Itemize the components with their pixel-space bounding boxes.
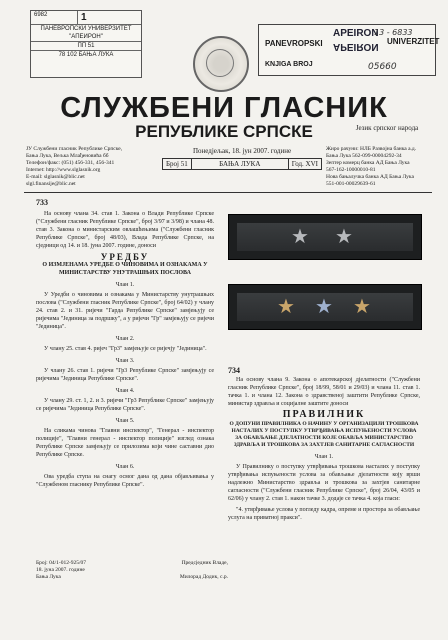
- signature-block: [36, 560, 228, 581]
- article-title: Члан 1.: [314, 454, 334, 460]
- article-text: У члану 29. ст. 1, 2. и 3. ријечи "Гр3 Републике Српске" замјењују се ријечима "Јединица Републике Српске".: [36, 398, 214, 412]
- stamp-number: 1: [81, 12, 87, 23]
- silver-star-icon: ★: [335, 226, 353, 248]
- blue-star-icon: ★: [315, 296, 333, 318]
- publisher-line: Телефон/факс: (051) 456-331, 456-341: [26, 160, 115, 166]
- stamp-univerzitet: UNIVERZITET: [387, 37, 440, 46]
- publisher-line: Бања Лука, Вељка Млађеновића бб: [26, 153, 109, 159]
- article-text: У Уредби о чиновима и ознакама у Министарству унутрашњих послова ("Службени гласник Републике Српске", број 64/02) у члану 24. став 2. и 31. ријечи "Гарда Републике Српске" замјењују се ријечима "Јединица за подршку", а у ријечи "Гр" замјењују се ријечи "Јединица".: [36, 292, 214, 330]
- stamp-line3: ПП 51: [31, 42, 141, 51]
- issue-date: Понедјељак, 18. јун 2007. године: [192, 147, 292, 155]
- document-intro: На основу члана 34. став 1. Закона о Влади Републике Српске ("Службени гласник Републике Српске", број 3/97 и 3/98) и члана 48. став 3. Закона о министарским овлашћењима ("Службени гласник Републике Српске", број 48/03), Влада Републике Српске, на сједници од 14. и 18. јуна 2007. године, доноси: [36, 211, 214, 249]
- stamp-line1: ПАНЕВРОПСКИ УНИВЕРЗИТЕТ: [40, 26, 132, 32]
- stamp-apeiron: APEIRON: [333, 28, 379, 39]
- article-text: У члану 25. став 4. ријеч "Гр3" замјењује се ријечју "Јединица".: [44, 346, 207, 352]
- rank-insignia-three-stars: [228, 284, 422, 330]
- article-text: Ова уредба ступа на снагу осмог дана од дана објављивања у "Службеном гласнику Републике Српске".: [36, 474, 214, 488]
- library-stamp-left: [30, 10, 142, 78]
- issue-year: Год. XVI: [291, 160, 318, 168]
- article-title: Члан 3.: [115, 358, 135, 364]
- sig-name: Милорад Додик, с.р.: [179, 574, 228, 580]
- document-heading: УРЕДБУ: [100, 252, 150, 262]
- article-title: Члан 5.: [115, 418, 135, 424]
- publisher-line: slgl.finansije@blic.net: [26, 181, 76, 187]
- stamp-line4: 78 102 БАЊА ЛУКА: [58, 52, 114, 58]
- sig-city: Бања Лука: [36, 574, 61, 580]
- article-text: У члану 26. став 1. ријечи "Гр3 Републике Српске" замјењују се ријечима "Јединица Републике Српске".: [36, 368, 214, 382]
- article-title: Члан 2.: [115, 336, 135, 342]
- gold-star-icon: ★: [353, 296, 371, 318]
- document-number-734: 734: [228, 366, 240, 375]
- issue-number: Број 51: [163, 159, 192, 169]
- document-subheading: О ИЗМЈЕНАМА УРЕДБЕ О ЧИНОВИМА И ОЗНАКАМА У МИНИСТАРСТВУ УНУТРАШЊИХ ПОСЛОВА: [42, 262, 208, 276]
- document-subheading: О ДОПУНИ ПРАВИЛНИКА О НАЧИНУ У ОРГАНИЗАЦИЈИ ТРОШКОВА НАСТАЛИХ У ПОСТУПКУ УТВРЂИВАЊА ИСПУЊЕНОСТИ УСЛОВА ЗА ОБАВЉАЊЕ ДЈЕЛАТНОСТИ КОЈЕ ОБАВЉА МИНИСТАРСТВО ЗДРАВЉА И ТРОШКОВА ЗА ЗАХТЈЕВ САНИТАРНЕ САГЛАСНОСТИ: [229, 421, 419, 448]
- sig-role: Предсједник Владе,: [181, 560, 228, 566]
- document-intro: На основу члана 9. Закона о апотекарској дјелатности ("Службени гласник Републике Српске", број 18/99, 58/01 и 29/03) и члана 11. став 1. тачка 1. и члана 12. Закона о здравственој заштити Републике Српске, министар здравља и социјалне заштите доноси: [228, 377, 420, 407]
- issue-city: БАЊА ЛУКА: [192, 159, 289, 169]
- bank-line: Зептер комерц банка АД Бања Лука: [326, 160, 410, 166]
- stamp-panevropski: PANEVROPSKI: [265, 39, 323, 48]
- gazette-subtitle: РЕПУБЛИКЕ СРПСКЕ: [135, 122, 313, 141]
- article-text: На сликама чинова "Главни инспектор", "Генерал - инспектор полиције", "Главни генерал - инспектор полиције" изглед ознака Републике Српске замјењују се прилозима који чине саставни дио Републике Српске.: [36, 428, 214, 458]
- article-title: Члан 4.: [115, 388, 135, 394]
- article-title: Члан 6.: [115, 464, 135, 470]
- bank-accounts: [326, 146, 438, 188]
- rank-insignia-two-stars: [228, 214, 422, 260]
- document-734: [228, 368, 420, 525]
- sig-reference: Број: 04/1-012-925/07: [36, 560, 87, 566]
- article-text: "4. утврђивање услова у погледу кадра, опреме и простора за обављање услуга на приватној пракси".: [228, 507, 420, 521]
- stamp-line2: "АПЕИРОН": [31, 33, 141, 42]
- stamp-knjiga-broj: KNJIGA BROJ: [265, 61, 313, 68]
- publisher-line: E-mail: slglasnik@blic.net: [26, 174, 85, 180]
- document-heading: ПРАВИЛНИК: [282, 409, 366, 420]
- sig-date: 18. јуна 2007. године: [36, 567, 85, 573]
- masthead-divider: [24, 192, 432, 193]
- coat-of-arms-seal: [193, 36, 249, 92]
- handwritten-book-number: 05660: [368, 62, 397, 72]
- publisher-info: [26, 146, 160, 188]
- stamp-apeiron-mirror: APEIRON: [333, 41, 379, 52]
- publisher-line: ЈУ Службени гласник Републике Српске,: [26, 146, 123, 152]
- issue-info: [162, 147, 322, 170]
- stamp-code: 6982: [31, 11, 78, 24]
- bank-line: 567-162-10000010-81: [326, 167, 376, 173]
- document-733: [36, 200, 214, 492]
- document-number-733: 733: [36, 198, 48, 207]
- bank-line: Жиро рачуни: НЛБ Развојна банка а.д.: [326, 146, 417, 152]
- bank-line: Нова бањалучка банка АД Бања Лука: [326, 174, 414, 180]
- article-title: Члан 1.: [115, 282, 135, 288]
- publisher-line: Internet: http://www.slglasnik.org: [26, 167, 101, 173]
- bank-line: 551-001-00029639-61: [326, 181, 376, 187]
- language-note: Језик српског народа: [355, 124, 419, 132]
- article-text: У Правилнику о поступку утврђивања трошкова насталих у поступку утврђивања испуњености услова за обављање дјелатности коју врши надлежно Министарство здравља и трошкова за захтјев санитарне сагласности ("Службени гласник Републике Српске", број 26/04, 43/05 и 62/06) у члану 2. став 1. након тачке 3. додаје се тачка 4. која гласи:: [228, 464, 420, 502]
- bank-line: Бања Лука 562-099-00004292-34: [326, 153, 402, 159]
- gazette-title: СЛУЖБЕНИ ГЛАСНИК: [60, 92, 388, 124]
- silver-star-icon: ★: [291, 226, 309, 248]
- gold-star-icon: ★: [277, 296, 295, 318]
- handwritten-code: 13 - 6833: [374, 28, 413, 37]
